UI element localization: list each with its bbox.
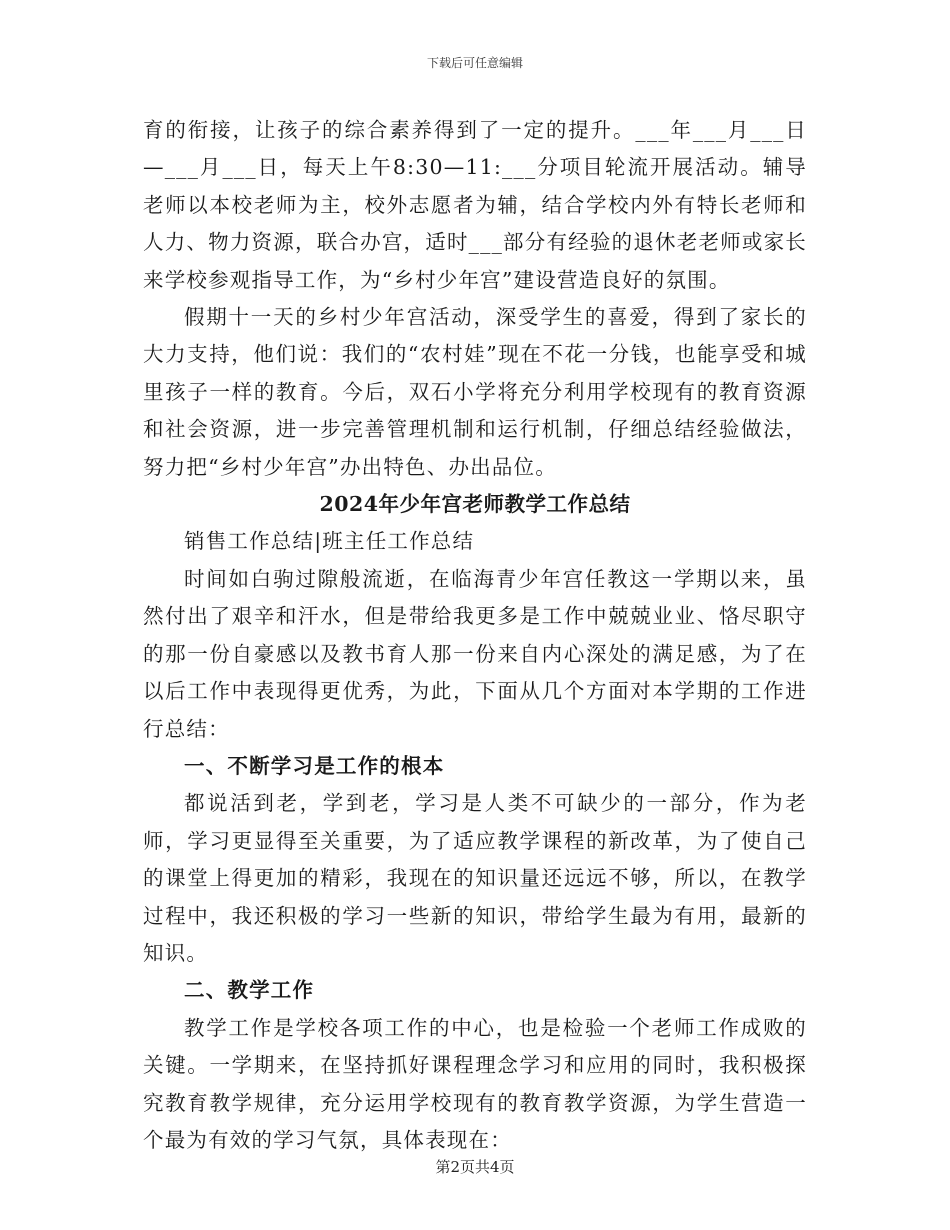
document-title: 2024年少年宫老师教学工作总结 [319, 492, 631, 517]
document-body [143, 112, 807, 1159]
header-note: 下载后可任意编辑 [426, 56, 523, 70]
paragraph-teaching: 教学工作是学校各项工作的中心，也是检验一个老师工作成败的关键。一学期来，在坚持抓好课程理念学习和应用的同时，我积极探究教育教学规律，充分运用学校现有的教育教学资源，为学生营造一个最为有效的学习气氛，具体表现在： [143, 1015, 807, 1152]
section-heading-teaching: 二、教学工作 [184, 978, 315, 1003]
paragraph-continuation: 育的衔接，让孩子的综合素养得到了一定的提升。___年___月___日—___月___日，每天上午8:30—11:___分项目轮流开展活动。辅导老师以本校老师为主，校外志愿者为辅，结合学校内外有特长老师和人力、物力资源，联合办宫，适时___部分有经验的退休老老师或家长来学校参观指导工作，为“乡村少年宫”建设营造良好的氛围。 [143, 118, 807, 292]
paragraph-learning: 都说活到老，学到老，学习是人类不可缺少的一部分，作为老师，学习更显得至关重要，为了适应教学课程的新改革，为了使自己的课堂上得更加的精彩，我现在的知识量还远远不够，所以，在教学过程中，我还积极的学习一些新的知识，带给学生最为有用，最新的知识。 [143, 791, 807, 965]
section-heading-learning: 一、不断学习是工作的根本 [184, 753, 445, 778]
paragraph-intro: 时间如白驹过隙般流逝，在临海青少年宫任教这一学期以来，虽然付出了艰辛和汗水，但是带给我更多是工作中兢兢业业、恪尽职守的那一份自豪感以及教书育人那一份来自内心深处的满足感，为了在以后工作中表现得更优秀，为此，下面从几个方面对本学期的工作进行总结： [143, 566, 807, 741]
paragraph-summer-activity: 假期十一天的乡村少年宫活动，深受学生的喜爱，得到了家长的大力支持，他们说：我们的“农村娃”现在不花一分钱，也能享受和城里孩子一样的教育。今后，双石小学将充分利用学校现有的教育资源和社会资源，进一步完善管理机制和运行机制，仔细总结经验做法，努力把“乡村少年宫”办出特色、办出品位。 [143, 305, 807, 479]
related-links: 销售工作总结|班主任工作总结 [184, 529, 475, 554]
page-number: 第2页共4页 [435, 1158, 515, 1176]
